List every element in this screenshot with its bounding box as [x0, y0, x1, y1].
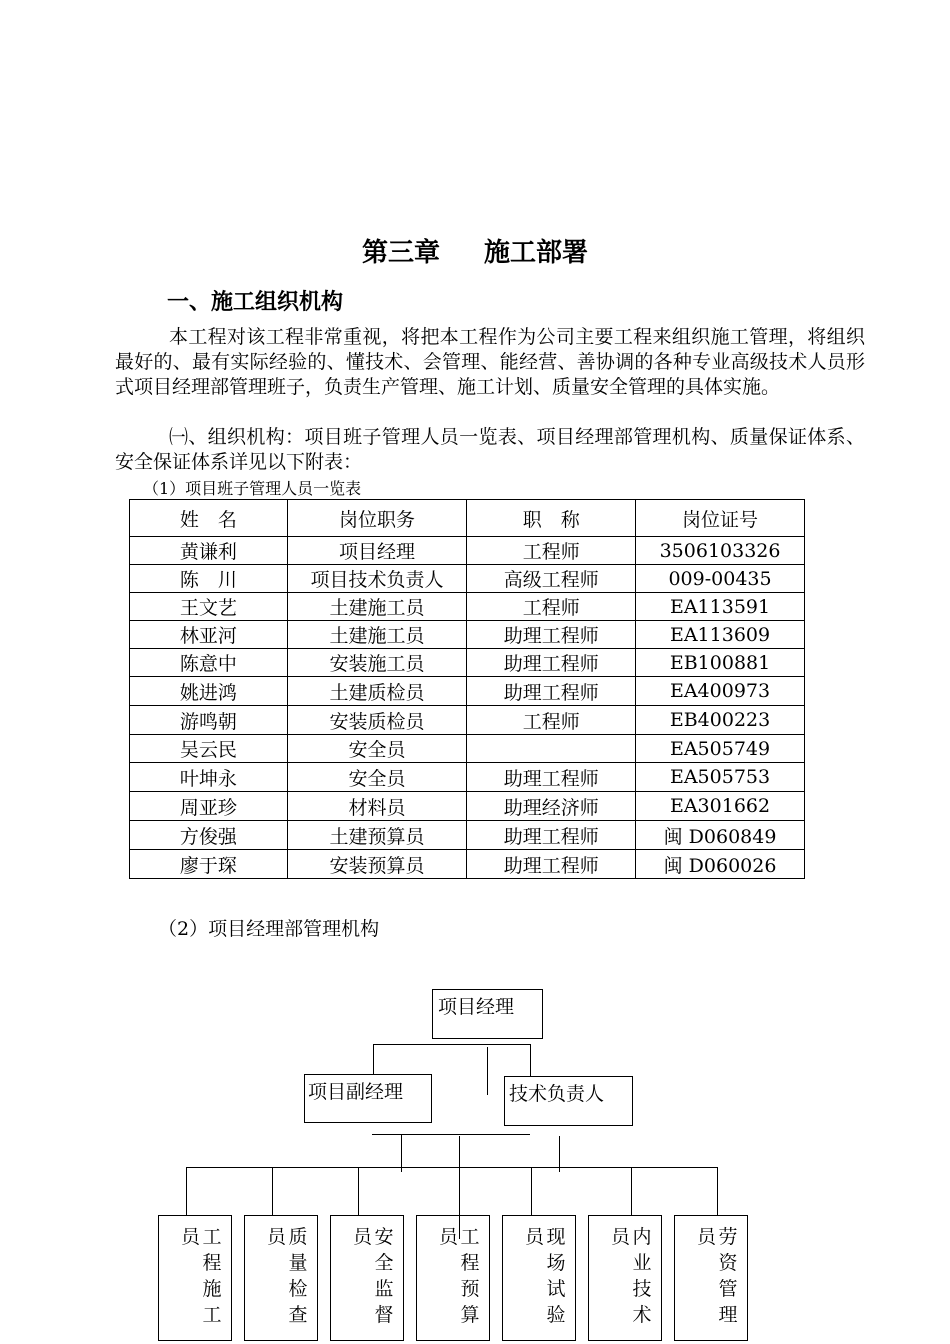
cell-name: 姚进鸿	[130, 677, 288, 706]
dept-prefix: 员	[267, 1226, 287, 1248]
cell-title: 助理工程师	[467, 649, 636, 677]
dept-box-testing	[502, 1215, 576, 1341]
dept-label: 劳资管理	[718, 1226, 738, 1326]
cell-title: 高级工程师	[467, 565, 636, 593]
cell-cert: EA505749	[636, 735, 805, 763]
connector-line	[358, 1167, 359, 1215]
cell-position: 土建预算员	[287, 821, 467, 850]
cell-title: 助理工程师	[467, 821, 636, 850]
org-caption: （2）项目经理部管理机构	[158, 918, 380, 940]
cell-title: 工程师	[467, 593, 636, 621]
header-position: 岗位职务	[287, 500, 467, 537]
table-row	[130, 763, 805, 792]
cell-name: 吴云民	[130, 735, 288, 763]
connector-line	[530, 1044, 531, 1076]
cell-title: 助理工程师	[467, 621, 636, 649]
dept-prefix: 员	[439, 1226, 459, 1248]
table-row	[130, 792, 805, 821]
dept-label: 质量检查	[288, 1226, 308, 1326]
cell-position: 土建质检员	[287, 677, 467, 706]
cell-name: 陈 川	[130, 565, 288, 593]
header-name: 姓 名	[130, 500, 288, 537]
org-box-deputy: 项目副经理	[304, 1074, 432, 1123]
cell-position: 土建施工员	[287, 593, 467, 621]
table-caption: （1）项目班子管理人员一览表	[143, 479, 362, 498]
cell-name: 方俊强	[130, 821, 288, 850]
table-row	[130, 735, 805, 763]
cell-position: 安全员	[287, 763, 467, 792]
cell-position: 项目经理	[287, 537, 467, 565]
cell-title: 助理经济师	[467, 792, 636, 821]
section-title: 一、施工组织机构	[167, 290, 344, 315]
cell-position: 材料员	[287, 792, 467, 821]
cell-name: 周亚珍	[130, 792, 288, 821]
table-row	[130, 850, 805, 879]
table-row	[130, 537, 805, 565]
dept-prefix: 员	[611, 1226, 631, 1248]
chapter-name: 施工部署	[484, 238, 589, 268]
dept-label: 工程预算	[460, 1226, 480, 1326]
org-paragraph: ㈠、组织机构：项目班子管理人员一览表、项目经理部管理机构、质量保证体系、安全保证体系详见以下附表：	[115, 426, 865, 473]
cell-cert: 009-00435	[636, 565, 805, 593]
dept-box-quality	[244, 1215, 318, 1341]
dept-box-budget	[416, 1215, 490, 1341]
header-cert: 岗位证号	[636, 500, 805, 537]
org-box-tech: 技术负责人	[504, 1076, 633, 1126]
connector-line	[717, 1167, 718, 1215]
chapter-title	[0, 232, 950, 269]
connector-line	[186, 1167, 187, 1215]
cell-name: 叶坤永	[130, 763, 288, 792]
dept-label: 现场试验	[546, 1226, 566, 1326]
cell-cert: EA505753	[636, 763, 805, 792]
table-row	[130, 649, 805, 677]
table-row	[130, 706, 805, 735]
connector-line	[186, 1167, 718, 1168]
cell-position: 安装质检员	[287, 706, 467, 735]
chapter-number: 第三章	[361, 238, 440, 268]
header-title: 职 称	[467, 500, 636, 537]
connector-line	[372, 1134, 530, 1135]
cell-title: 工程师	[467, 537, 636, 565]
dept-label: 内业技术	[632, 1226, 652, 1326]
table-row	[130, 621, 805, 649]
connector-line	[272, 1167, 273, 1215]
cell-title	[467, 735, 636, 763]
cell-name: 林亚河	[130, 621, 288, 649]
cell-position: 项目技术负责人	[287, 565, 467, 593]
table-header-row	[130, 500, 805, 537]
cell-name: 王文艺	[130, 593, 288, 621]
dept-box-safety	[330, 1215, 404, 1341]
cell-cert: EA400973	[636, 677, 805, 706]
cell-title: 助理工程师	[467, 763, 636, 792]
dept-prefix: 员	[181, 1226, 201, 1248]
cell-cert: EA301662	[636, 792, 805, 821]
cell-cert: EB100881	[636, 649, 805, 677]
cell-position: 安装施工员	[287, 649, 467, 677]
cell-cert: EB400223	[636, 706, 805, 735]
cell-name: 黄谦利	[130, 537, 288, 565]
connector-line	[631, 1167, 632, 1215]
table-row	[130, 677, 805, 706]
cell-position: 安装预算员	[287, 850, 467, 879]
dept-label: 安全监督	[374, 1226, 394, 1326]
dept-label: 工程施工	[202, 1226, 222, 1326]
cell-name: 陈意中	[130, 649, 288, 677]
cell-name: 游鸣朝	[130, 706, 288, 735]
dept-prefix: 员	[353, 1226, 373, 1248]
cell-cert: EA113609	[636, 621, 805, 649]
connector-line	[487, 1047, 488, 1095]
cell-title: 助理工程师	[467, 850, 636, 879]
table-row	[130, 565, 805, 593]
connector-line	[373, 1044, 531, 1045]
table-row	[130, 593, 805, 621]
dept-box-internal	[588, 1215, 662, 1341]
cell-cert: 3506103326	[636, 537, 805, 565]
cell-title: 工程师	[467, 706, 636, 735]
dept-box-labor	[674, 1215, 748, 1341]
dept-prefix: 员	[697, 1226, 717, 1248]
cell-title: 助理工程师	[467, 677, 636, 706]
dept-box-construction	[158, 1215, 232, 1341]
cell-position: 土建施工员	[287, 621, 467, 649]
cell-position: 安全员	[287, 735, 467, 763]
org-box-manager: 项目经理	[432, 989, 543, 1039]
staff-table	[129, 499, 805, 879]
dept-prefix: 员	[525, 1226, 545, 1248]
connector-line	[531, 1167, 532, 1215]
cell-cert: 闽 D060026	[636, 850, 805, 879]
cell-cert: EA113591	[636, 593, 805, 621]
cell-cert: 闽 D060849	[636, 821, 805, 850]
connector-line	[373, 1044, 374, 1074]
cell-name: 廖于琛	[130, 850, 288, 879]
table-row	[130, 821, 805, 850]
intro-paragraph: 本工程对该工程非常重视，将把本工程作为公司主要工程来组织施工管理，将组织最好的、最有实际经验的、懂技术、会管理、能经营、善协调的各种专业高级技术人员形式项目经理部管理班子，负责生产管理、施工计划、质量安全管理的具体实施。	[115, 326, 865, 398]
